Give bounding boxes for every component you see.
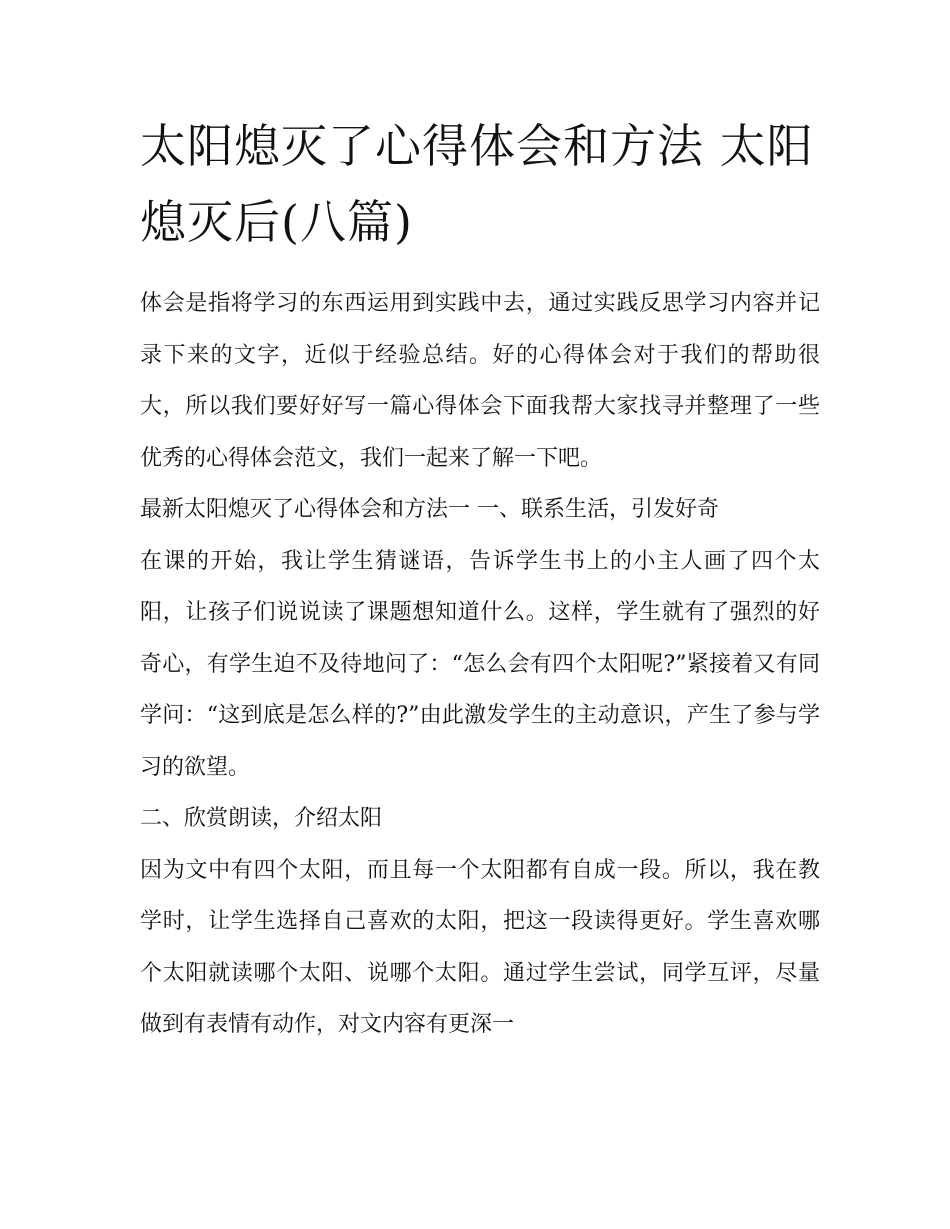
section-heading-one: 最新太阳熄灭了心得体会和方法一 一、联系生活，引发好奇 <box>140 497 719 522</box>
intro-paragraph: 体会是指将学习的东西运用到实践中去，通过实践反思学习内容并记录下来的文字，近似于经验总结。好的心得体会对于我们的帮助很大，所以我们要好好写一篇心得体会下面我帮大家找寻并整理了一些优秀的心得体会范文，我们一起来了解一下吧。 <box>140 291 820 471</box>
body-paragraph: 在课的开始，我让学生猜谜语，告诉学生书上的小主人画了四个太阳，让孩子们说说读了课题想知道什么。这样，学生就有了强烈的好奇心，有学生迫不及待地问了：“怎么会有四个太阳呢?”紧接着又有同学问：“这到底是怎么样的?”由此激发学生的主动意识，产生了参与学习的欲望。 <box>140 548 820 780</box>
section-heading-two: 二、欣赏朗读，介绍太阳 <box>140 806 383 831</box>
document-body <box>140 108 820 1051</box>
body-paragraph: 因为文中有四个太阳，而且每一个太阳都有自成一段。所以，我在教学时，让学生选择自己喜欢的太阳，把这一段读得更好。学生喜欢哪个太阳就读哪个太阳、说哪个太阳。通过学生尝试，同学互评，尽量做到有表情有动作，对文内容有更深一 <box>140 857 820 1037</box>
document-title: 太阳熄灭了心得体会和方法 太阳熄灭后(八篇) <box>140 119 814 249</box>
